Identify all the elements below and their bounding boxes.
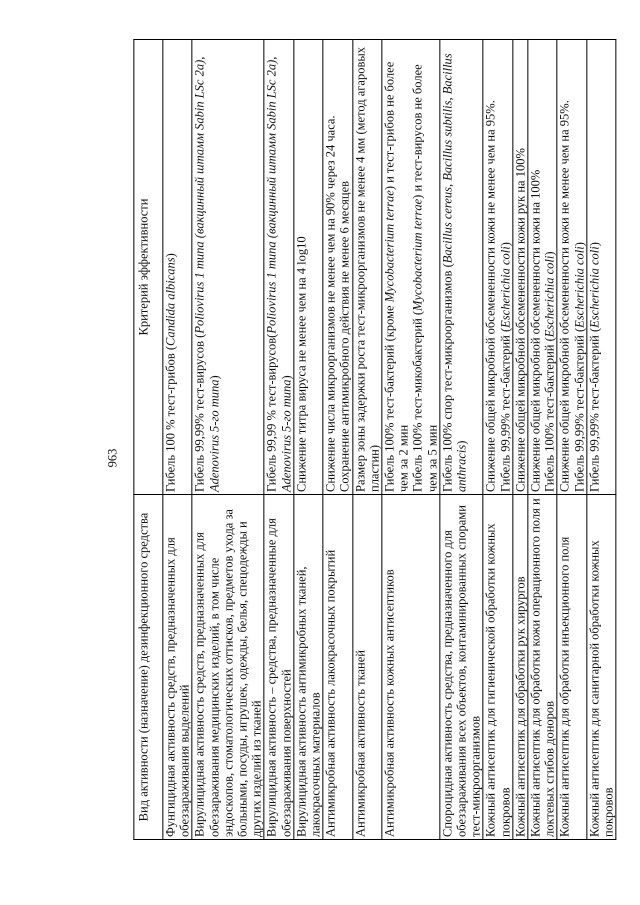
criteria-cell — [483, 40, 512, 495]
criteria-line — [498, 42, 512, 492]
species-name: Poliovirus 1 типа (вакцинный штамм Sabin LSc 2a), Adenovirus 5-го типа — [264, 56, 293, 492]
criteria-text: Сохранение антимикробного действия не менее 6 месяцев — [337, 180, 352, 492]
activity-cell: Фунгицидная активность средств, предназначенных для обеззараживания выделений — [163, 495, 192, 840]
criteria-cell — [587, 40, 616, 495]
criteria-line — [484, 42, 498, 492]
table-row — [483, 40, 512, 840]
criteria-cell — [440, 40, 484, 495]
criteria-text: ) — [163, 253, 178, 258]
criteria-line — [294, 42, 308, 492]
table-row — [513, 40, 528, 840]
criteria-line — [265, 42, 293, 492]
activity-cell: Кожный антисептик для обработки инъекционного поля — [557, 495, 586, 840]
criteria-cell — [264, 40, 293, 495]
table-row — [192, 40, 264, 840]
activity-cell: Кожный антисептик для гигиенической обработки кожных покровов — [483, 495, 512, 840]
criteria-text: Гибель 100 % тест-грибов ( — [163, 345, 178, 492]
criteria-text: Гибель 100% тест-бактерий ( — [542, 337, 557, 492]
activity-cell: Антимикробная активность лакокрасочных покрытий — [323, 495, 352, 840]
criteria-text: Снижение общей микробной обсемененности кожи на 100% — [528, 169, 543, 492]
criteria-text: Снижение числа микроорганизмов не менее чем на 90% через 24 часа. — [323, 115, 338, 492]
activity-cell: Кожный антисептик для санитарной обработки кожных покровов — [587, 495, 616, 840]
species-name: Escherichia coli — [498, 246, 513, 328]
species-name: Escherichia coli — [587, 246, 602, 328]
activity-cell: Кожный антисептик для обработки рук хирургов — [513, 495, 528, 840]
criteria-table-container — [133, 40, 616, 840]
table-row — [163, 40, 192, 840]
criteria-text: Гибель 99,99 % тест-вирусов( — [264, 333, 279, 492]
criteria-text: Снижение общей микробной обсемененности кожи рук на 100% — [513, 148, 528, 492]
page-number: 963 — [105, 448, 120, 468]
criteria-text: ) и тест-вирусов не более чем за 5 мин — [410, 64, 440, 492]
criteria-text: ) и тест-грибов не более чем за 2 мин — [382, 61, 411, 492]
criteria-line — [543, 42, 557, 492]
table-row — [352, 40, 381, 840]
criteria-line — [572, 42, 586, 492]
criteria-line — [193, 42, 221, 492]
criteria-text: Гибель 99,99% тест-вирусов ( — [192, 333, 207, 492]
activity-cell: Вирулицидная активность антимикробных тканей, лакокрасочных материалов — [294, 495, 323, 840]
activity-cell: Вирулицидная активность – средства, предназначенные для обеззараживания поверхностей — [264, 495, 293, 840]
criteria-text: ) — [542, 251, 557, 256]
criteria-cell — [323, 40, 352, 495]
criteria-cell — [513, 40, 528, 495]
table-row — [264, 40, 293, 840]
criteria-text: Размер зоны задержки роста тест-микроорганизмов не менее 4 мм (метод агаровых пластин) — [352, 46, 382, 492]
criteria-text: Гибель 99,99% тест-бактерий ( — [587, 327, 602, 492]
activity-column-header: Вид активности (назначение) дезинфекционного средства — [134, 495, 163, 840]
criteria-line — [338, 42, 352, 492]
criteria-table — [133, 39, 616, 840]
criteria-text: ) — [587, 242, 602, 247]
criteria-text: Снижение титра вируса не менее чем на 4 log10 — [294, 236, 309, 492]
criteria-line — [558, 42, 572, 492]
species-name: Escherichia coli — [542, 255, 557, 338]
activity-cell: Антимикробная активность тканей — [352, 495, 381, 840]
activity-cell: Спороцидная активность средства, предназначенного для обеззараживания всех объектов, контаминированных спорами тест-микроорганизмов — [440, 495, 484, 840]
criteria-text: ) — [206, 375, 221, 380]
species-name: Mycobacterium terrae — [410, 198, 425, 311]
criteria-line — [513, 42, 527, 492]
activity-cell: Антимикробная активность кожных антисептиков — [382, 495, 440, 840]
table-row — [440, 40, 484, 840]
criteria-cell — [352, 40, 381, 495]
activity-cell: Кожный антисептик для обработки кожи операционного поля и локтевых сгибов доноров — [528, 495, 557, 840]
criteria-text: Снижение общей микробной обсемененности кожи не менее чем на 95%. — [483, 100, 498, 492]
criteria-text: Гибель 99,99% тест-бактерий ( — [572, 327, 587, 492]
table-row — [323, 40, 352, 840]
criteria-cell — [382, 40, 440, 495]
criteria-text: Гибель 100% тест-бактерий (кроме — [382, 302, 397, 492]
table-row — [587, 40, 616, 840]
criteria-text: ) — [454, 440, 469, 445]
criteria-line — [528, 42, 542, 492]
table-row — [557, 40, 586, 840]
criteria-line — [353, 42, 381, 492]
table-body — [163, 40, 616, 840]
criteria-cell — [557, 40, 586, 495]
table-row — [294, 40, 323, 840]
criteria-text: ) — [278, 375, 293, 380]
table-row — [382, 40, 440, 840]
criteria-text: Гибель 100% тест-микобактерий ( — [410, 310, 425, 492]
criteria-line — [382, 42, 410, 492]
criteria-line — [163, 42, 177, 492]
species-name: Poliovirus 1 типа (вакцинный штамм Sabin LSc 2a), Adenovirus 5-го типа — [192, 56, 221, 492]
activity-cell: Вирулицидная активность средств, предназначенных для обеззараживания медицинских изделий, в том числе эндоскопов, стоматологических оттисков, предметов ухода за больными, посуды, игрушек, одежды, белья, спецодежды и других изделий из тканей — [192, 495, 264, 840]
criteria-text: Гибель 100% спор тест-микроорганизмов ( — [440, 263, 455, 492]
species-name: Candida albicans — [163, 257, 178, 346]
table-header-row — [134, 40, 163, 840]
criteria-text: Снижение общей микробной обсемененности кожи не менее чем на 95%. — [557, 100, 572, 492]
criteria-text: ) — [498, 242, 513, 247]
criteria-text: Гибель 99,99% тест-бактерий ( — [498, 327, 513, 492]
criteria-cell — [163, 40, 192, 495]
criteria-text: ) — [572, 242, 587, 247]
criteria-line — [587, 42, 601, 492]
table-row — [528, 40, 557, 840]
criteria-line — [440, 42, 468, 492]
criteria-line — [324, 42, 338, 492]
criteria-cell — [528, 40, 557, 495]
criteria-cell — [294, 40, 323, 495]
criteria-column-header: Критерий эффективности — [134, 40, 163, 495]
criteria-line — [411, 42, 439, 492]
criteria-cell — [192, 40, 264, 495]
species-name: Bacillus cereus, Bacillus subtilis, Bacillus anthracis — [440, 53, 469, 492]
species-name: Mycobacterium terrae — [382, 190, 397, 303]
species-name: Escherichia coli — [572, 246, 587, 328]
